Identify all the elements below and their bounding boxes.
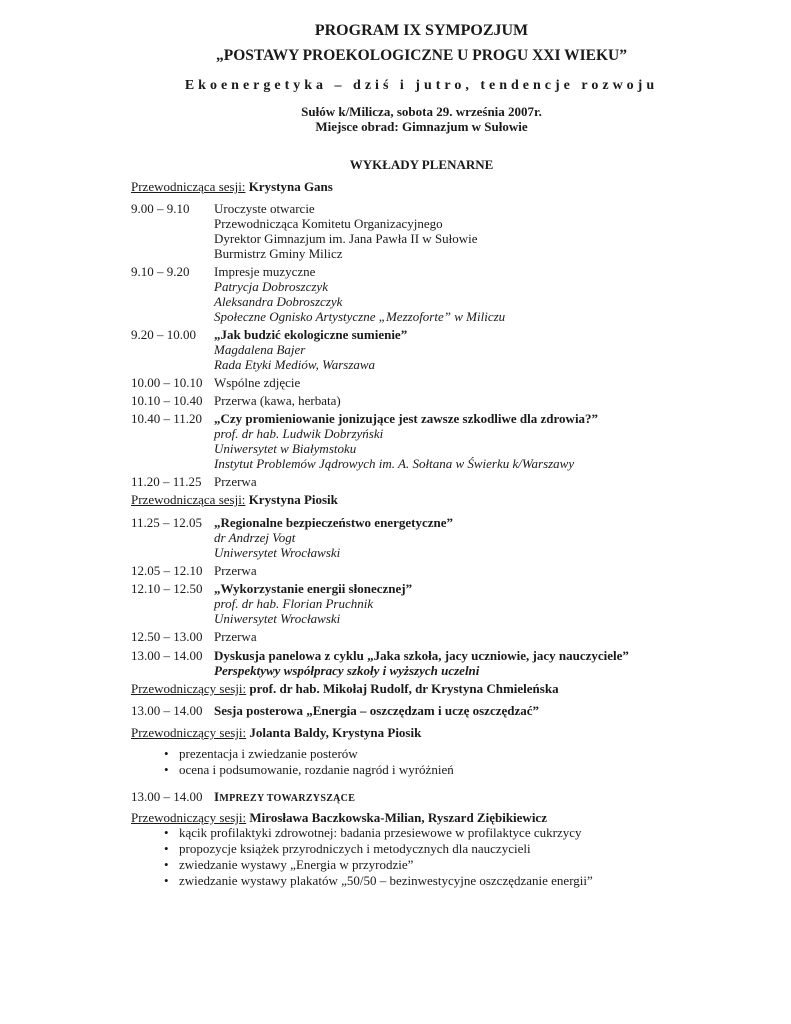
session-chair-name: prof. dr hab. Mikołaj Rudolf, dr Krystyna Chmieleńska bbox=[249, 681, 559, 696]
performer-name: Aleksandra Dobroszczyk bbox=[214, 294, 343, 309]
panel-title: Dyskusja panelowa z cyklu „Jaka szkoła, jacy uczniowie, jacy nauczyciele” bbox=[214, 648, 629, 663]
session-chair bbox=[131, 492, 338, 508]
event-title: Impresje muzyczne bbox=[214, 264, 316, 279]
event-title: Przerwa bbox=[214, 563, 257, 578]
list-item: • kącik profilaktyki zdrowotnej: badania przesiewowe w profilaktyce cukrzycy bbox=[161, 825, 593, 841]
schedule-details bbox=[214, 474, 257, 489]
poster-session-title: Sesja posterowa „Energia – oszczędzam i uczę oszczędzać” bbox=[214, 703, 540, 718]
section-heading: WYKŁADY PLENARNE bbox=[349, 157, 494, 172]
page-title: PROGRAM IX SYMPOZJUM bbox=[314, 22, 529, 39]
schedule-time: 10.10 – 10.40 bbox=[131, 393, 203, 408]
schedule-details bbox=[214, 393, 341, 408]
schedule-time: 13.00 – 14.00 bbox=[131, 789, 203, 804]
schedule-details bbox=[214, 629, 257, 644]
symposium-theme: Ekoenergetyka – dziś i jutro, tendencje rozwoju bbox=[184, 78, 659, 93]
schedule-time: 11.25 – 12.05 bbox=[131, 515, 203, 530]
schedule-time: 11.20 – 11.25 bbox=[131, 474, 202, 489]
session-chair-name: Mirosława Baczkowska-Milian, Ryszard Ziębikiewicz bbox=[249, 810, 547, 825]
schedule-time: 9.20 – 10.00 bbox=[131, 327, 196, 342]
session-chair-name: Krystyna Piosik bbox=[248, 492, 338, 507]
schedule-time: 9.10 – 9.20 bbox=[131, 264, 190, 279]
event-line: Przewodnicząca Komitetu Organizacyjnego bbox=[214, 216, 443, 231]
schedule-time: 10.00 – 10.10 bbox=[131, 375, 203, 390]
speaker-affiliation: Uniwersytet Wrocławski bbox=[214, 545, 341, 560]
session-chair-name: Jolanta Baldy, Krystyna Piosik bbox=[249, 725, 422, 740]
session-chair bbox=[131, 681, 559, 697]
schedule-time: 13.00 – 14.00 bbox=[131, 648, 203, 663]
event-title: Wspólne zdjęcie bbox=[214, 375, 301, 390]
schedule-details bbox=[214, 264, 505, 324]
schedule-details bbox=[214, 581, 412, 626]
schedule-time: 12.10 – 12.50 bbox=[131, 581, 203, 596]
session-chair-label: Przewodnicząca sesji: bbox=[131, 179, 246, 194]
list-item: • zwiedzanie wystawy plakatów „50/50 – bezinwestycyjne oszczędzanie energii” bbox=[161, 873, 593, 889]
schedule-time: 13.00 – 14.00 bbox=[131, 703, 203, 718]
event-title: Uroczyste otwarcie bbox=[214, 201, 315, 216]
speaker-name: Magdalena Bajer bbox=[214, 342, 306, 357]
side-events-list bbox=[161, 825, 593, 889]
poster-session-list bbox=[161, 746, 454, 778]
session-chair-name: Krystyna Gans bbox=[248, 179, 333, 194]
list-item: • zwiedzanie wystawy „Energia w przyrodzie” bbox=[161, 857, 593, 873]
schedule-details bbox=[214, 789, 355, 804]
speaker-name: prof. dr hab. Ludwik Dobrzyński bbox=[214, 426, 384, 441]
schedule-time: 12.50 – 13.00 bbox=[131, 629, 203, 644]
lecture-title: „Czy promieniowanie jonizujące jest zawsze szkodliwe dla zdrowia?” bbox=[214, 411, 599, 426]
schedule-details bbox=[214, 411, 598, 471]
schedule-details bbox=[214, 201, 478, 261]
schedule-time: 12.05 – 12.10 bbox=[131, 563, 203, 578]
event-line: Dyrektor Gimnazjum im. Jana Pawła II w Sułowie bbox=[214, 231, 478, 246]
session-chair bbox=[131, 725, 421, 741]
session-chair-label: Przewodnicząca sesji: bbox=[131, 492, 246, 507]
session-chair-label: Przewodniczący sesji: bbox=[131, 725, 247, 740]
schedule-details bbox=[214, 515, 453, 560]
schedule-details bbox=[214, 327, 407, 372]
place-date: Sułów k/Milicza, sobota 29. września 2007r. bbox=[301, 104, 542, 119]
speaker-affiliation: Instytut Problemów Jądrowych im. A. Sołtana w Świerku k/Warszawy bbox=[214, 456, 575, 471]
performer-name: Patrycja Dobroszczyk bbox=[214, 279, 328, 294]
event-title: Przerwa bbox=[214, 474, 257, 489]
speaker-name: prof. dr hab. Florian Pruchnik bbox=[214, 596, 374, 611]
session-chair bbox=[131, 179, 333, 195]
schedule-details bbox=[214, 375, 300, 390]
speaker-affiliation: Uniwersytet Wrocławski bbox=[214, 611, 341, 626]
speaker-affiliation: Rada Etyki Mediów, Warszawa bbox=[214, 357, 376, 372]
session-chair-label: Przewodniczący sesji: bbox=[131, 681, 247, 696]
speaker-name: dr Andrzej Vogt bbox=[214, 530, 296, 545]
performer-affiliation: Społeczne Ognisko Artystyczne „Mezzoforte” w Miliczu bbox=[214, 309, 506, 324]
venue: Miejsce obrad: Gimnazjum w Sułowie bbox=[315, 119, 528, 134]
lecture-title: „Jak budzić ekologiczne sumienie” bbox=[214, 327, 408, 342]
list-item: • prezentacja i zwiedzanie posterów bbox=[161, 746, 454, 762]
list-item: • propozycje książek przyrodniczych i metodycznych dla nauczycieli bbox=[161, 841, 593, 857]
session-chair-label: Przewodniczący sesji: bbox=[131, 810, 247, 825]
session-chair bbox=[131, 810, 547, 826]
speaker-affiliation: Uniwersytet w Białymstoku bbox=[214, 441, 357, 456]
event-title: Przerwa bbox=[214, 629, 257, 644]
event-title: Przerwa (kawa, herbata) bbox=[214, 393, 341, 408]
schedule-time: 9.00 – 9.10 bbox=[131, 201, 190, 216]
schedule-details bbox=[214, 563, 257, 578]
panel-subtitle: Perspektywy współpracy szkoły i wyższych uczelni bbox=[214, 663, 480, 678]
symposium-name: „POSTAWY PROEKOLOGICZNE U PROGU XXI WIEKU” bbox=[216, 47, 627, 64]
lecture-title: „Wykorzystanie energii słonecznej” bbox=[214, 581, 413, 596]
schedule-details bbox=[214, 703, 539, 718]
side-events-heading: IMPREZY TOWARZYSZĄCE bbox=[214, 789, 356, 804]
schedule-details bbox=[214, 648, 629, 678]
event-line: Burmistrz Gminy Milicz bbox=[214, 246, 343, 261]
list-item: • ocena i podsumowanie, rozdanie nagród i wyróżnień bbox=[161, 762, 454, 778]
schedule-time: 10.40 – 11.20 bbox=[131, 411, 203, 426]
lecture-title: „Regionalne bezpieczeństwo energetyczne” bbox=[214, 515, 453, 530]
